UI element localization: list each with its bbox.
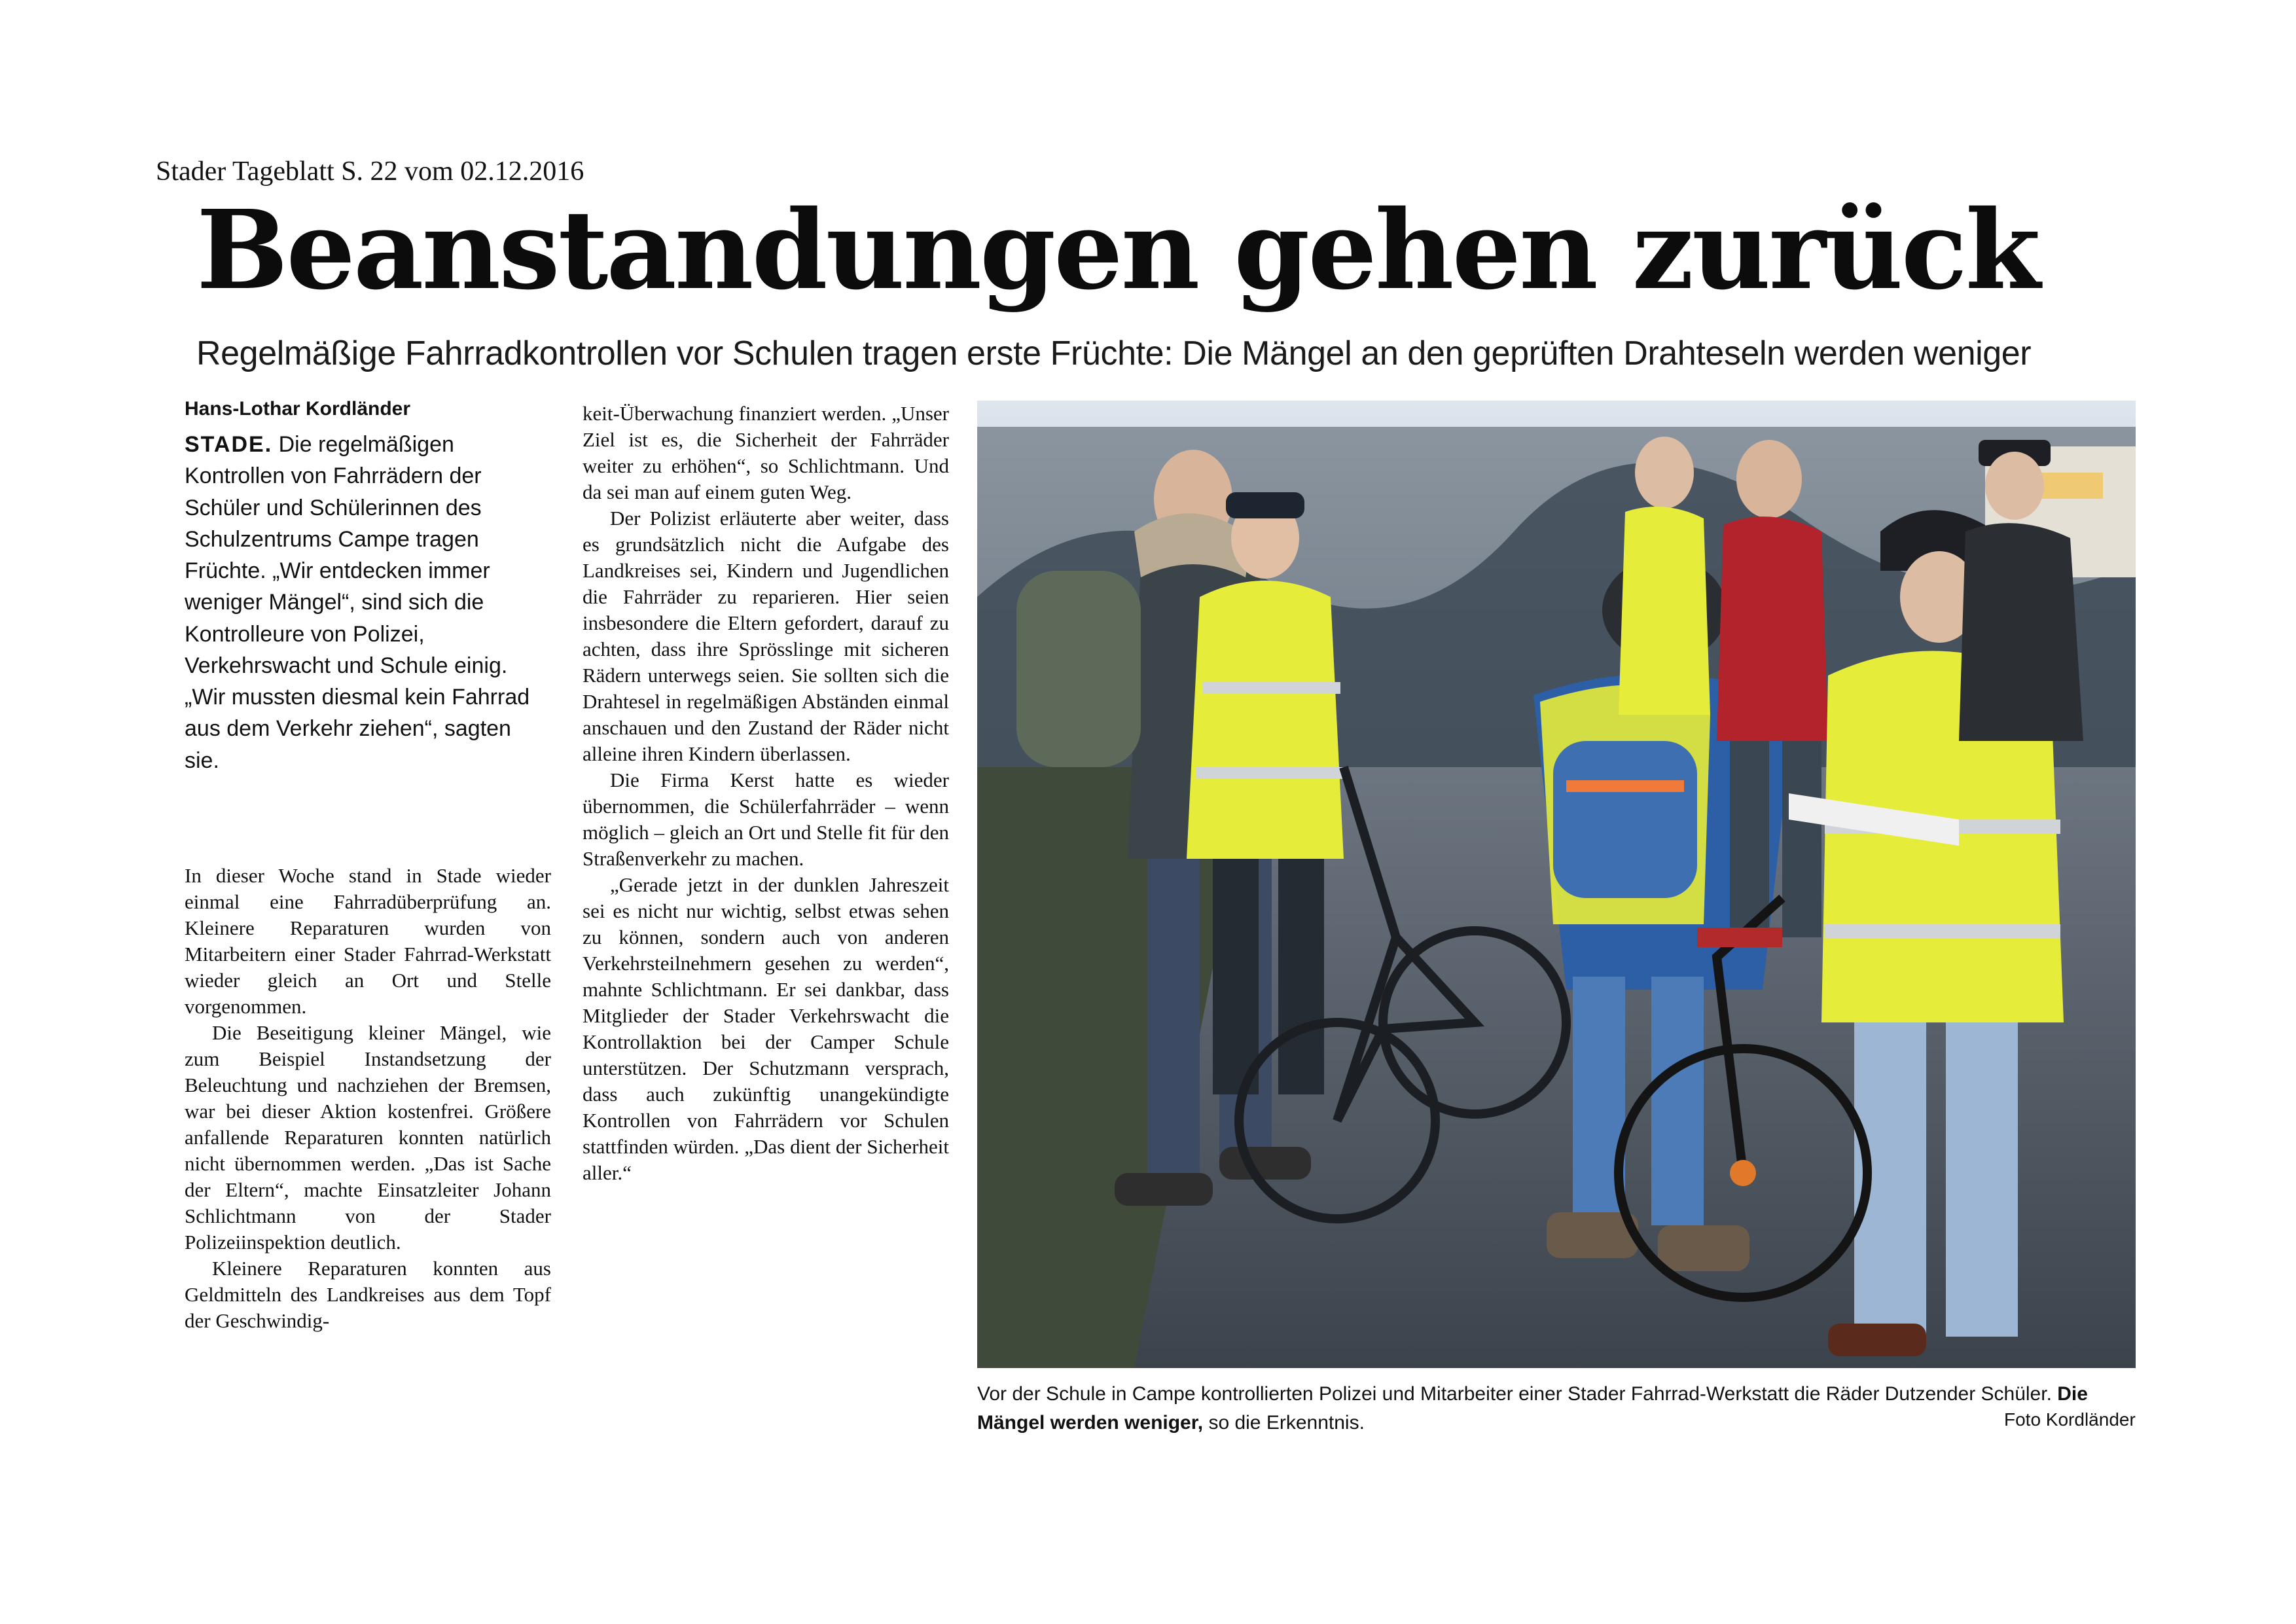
body-paragraph: „Gerade jetzt in der dunklen Jahreszeit sei es nicht nur wichtig, selbst etwas sehen zu können, sondern auch von anderen Verkehrsteilnehmern gesehen zu werden“, mahnte Schlichtmann. Er sei dankbar, dass Mitglieder der Stader Verkehrswacht die Kontrollaktion bei der Camper Schule unterstützen. Der Schutzmann versprach, dass auch zukünftig unangekündigte Kontrollen von Fahrrädern vor Schulen stattfinden würden. „Das dient der Sicherheit aller.“ [583,873,949,1184]
body-paragraph: Die Beseitigung kleiner Mängel, wie zum Beispiel Instandsetzung der Beleuchtung und nachziehen der Bremsen, war bei dieser Aktion kostenfrei. Größere anfallende Reparaturen konnten natürlich nicht übernommen werden. „Das ist Sache der Eltern“, machte Einsatzleiter Johann Schlichtmann von der Stader Polizeiinspektion deutlich. [185,1020,551,1254]
text-column-1 [185,863,551,1334]
body-paragraph: keit-Überwachung finanziert werden. „Unser Ziel ist es, die Sicherheit der Fahrräder weiter zu erhöhen“, so Schlichtmann. Und da sei man auf einem guten Weg. [583,402,949,503]
caption-text: Vor der Schule in Campe kontrollierten Polizei und Mitarbeiter einer Stader Fahrrad-Werkstatt die Räder Dutzender Schüler. [977,1383,2052,1405]
lead-text: Die regelmäßigen Kontrollen von Fahrrädern der Schüler und Schülerinnen des Schulzentrums Campe tragen Früchte. „Wir entdecken immer weniger Mängel“, sind sich die Kontrolleure von Polizei, Verkehrswacht und Schule einig. „Wir mussten diesmal kein Fahrrad aus dem Verkehr ziehen“, sagten sie. [185,432,530,773]
photo-caption [977,1380,2136,1437]
photo-credit: Foto Kordländer [2004,1409,2136,1430]
headline: Beanstandungen gehen zurück [196,187,2039,314]
body-paragraph: Der Polizist erläuterte aber weiter, dass es grundsätzlich nicht die Aufgabe des Landkreises sei, Kindern und Jugendlichen die Fahrräder zu reparieren. Hier seien insbesondere die Eltern gefordert, darauf zu achten, dass ihre Sprösslinge mit sicheren Rädern unterwegs seien. Sie sollten sich die Drahtesel in regelmäßigen Abständen einmal anschauen und den Zustand der Räder nicht alleine ihren Kindern überlassen. [583,506,949,765]
lead-paragraph [185,429,538,776]
author-byline: Hans-Lothar Kordländer [185,398,411,420]
body-paragraph: In dieser Woche stand in Stade wieder einmal eine Fahrradüberprüfung an. Kleinere Reparaturen wurden von Mitarbeitern einer Stader Fahrrad-Werkstatt wieder gleich an Ort und Stelle vorgenommen. [185,864,551,1018]
dateline: STADE. [185,432,273,457]
subheadline: Regelmäßige Fahrradkontrollen vor Schulen tragen erste Früchte: Die Mängel an den geprüften Drahteseln werden weniger [196,334,2032,372]
article-photo [977,401,2136,1368]
photo-bicycle-check-scene [977,401,2136,1368]
caption-text-end: so die Erkenntnis. [1208,1411,1365,1434]
source-line: Stader Tageblatt S. 22 vom 02.12.2016 [156,156,584,187]
text-column-2 [583,401,949,1186]
body-paragraph: Kleinere Reparaturen konnten aus Geldmitteln des Landkreises aus dem Topf der Geschwindig- [185,1256,551,1332]
body-paragraph: Die Firma Kerst hatte es wieder übernommen, die Schülerfahrräder – wenn möglich – gleich an Ort und Stelle fit für den Straßenverkehr zu machen. [583,768,949,870]
caption-bold: Die Mängel werden weniger, [977,1383,2088,1434]
